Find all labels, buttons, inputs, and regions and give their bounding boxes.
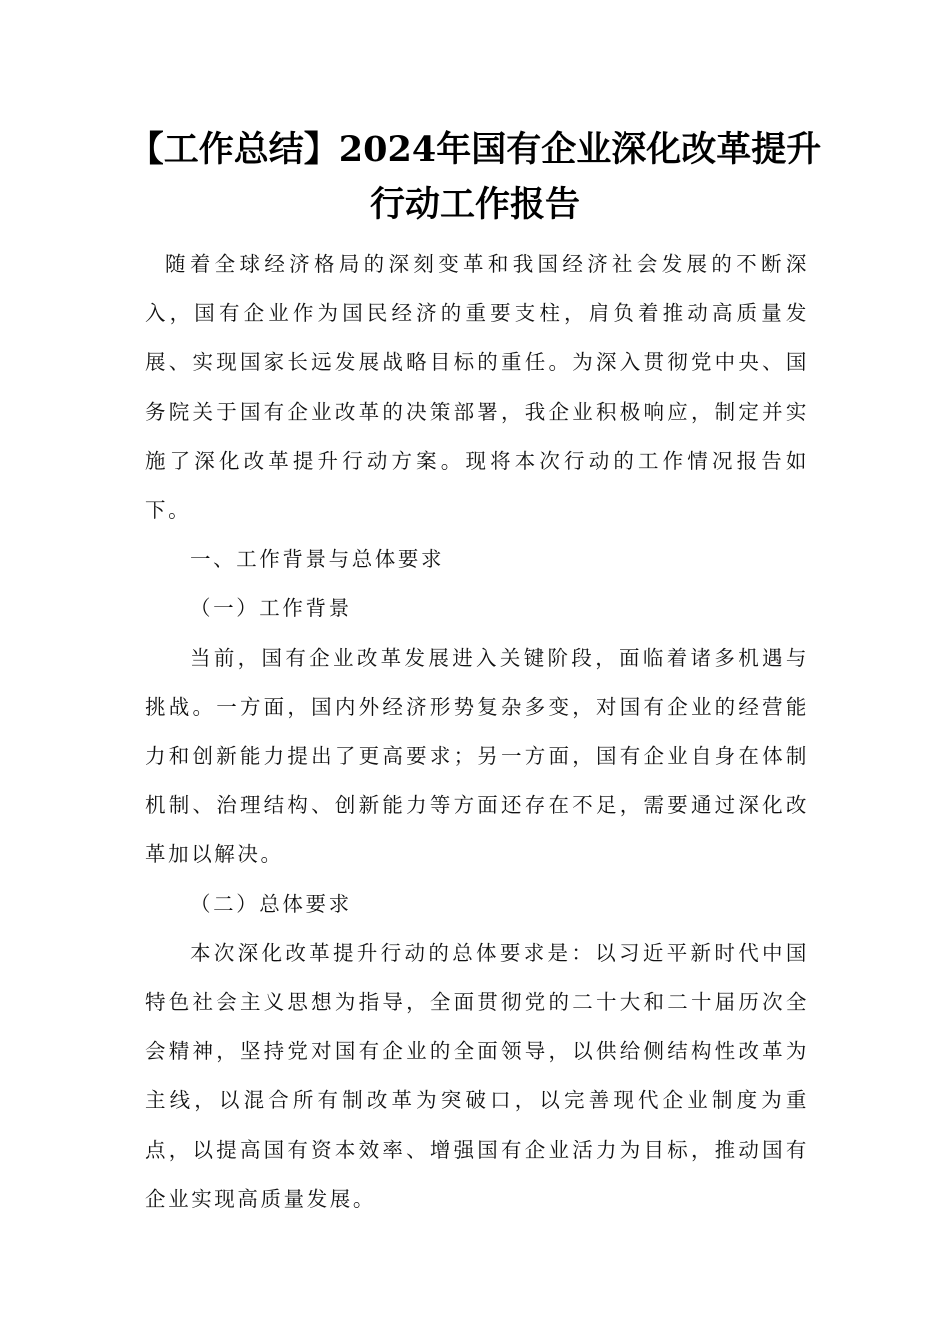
subsection-heading-1: （一）工作背景 (190, 596, 352, 621)
subsection-heading-2: （二）总体要求 (190, 891, 352, 916)
section-heading-1: 一、工作背景与总体要求 (190, 547, 445, 572)
intro-paragraph: 随着全球经济格局的深刻变革和我国经济社会发展的不断深入，国有企业作为国民经济的重要支柱，肩负着推动高质量发展、实现国家长远发展战略目标的重任。为深入贯彻党中央、国务院关于国有企业改革的决策部署，我企业积极响应，制定并实施了深化改革提升行动方案。现将本次行动的工作情况报告如下。 (145, 252, 809, 523)
document-title: 【工作总结】2024年国有企业深化改革提升行动工作报告 (128, 129, 822, 225)
requirements-paragraph: 本次深化改革提升行动的总体要求是：以习近平新时代中国特色社会主义思想为指导，全面贯彻党的二十大和二十届历次全会精神，坚持党对国有企业的全面领导，以供给侧结构性改革为主线，以混合所有制改革为突破口，以完善现代企业制度为重点，以提高国有资本效率、增强国有企业活力为目标，推动国有企业实现高质量发展。 (145, 940, 809, 1211)
document-body (145, 240, 809, 1224)
background-paragraph: 当前，国有企业改革发展进入关键阶段，面临着诸多机遇与挑战。一方面，国内外经济形势复杂多变，对国有企业的经营能力和创新能力提出了更高要求；另一方面，国有企业自身在体制机制、治理结构、创新能力等方面还存在不足，需要通过深化改革加以解决。 (145, 645, 809, 867)
